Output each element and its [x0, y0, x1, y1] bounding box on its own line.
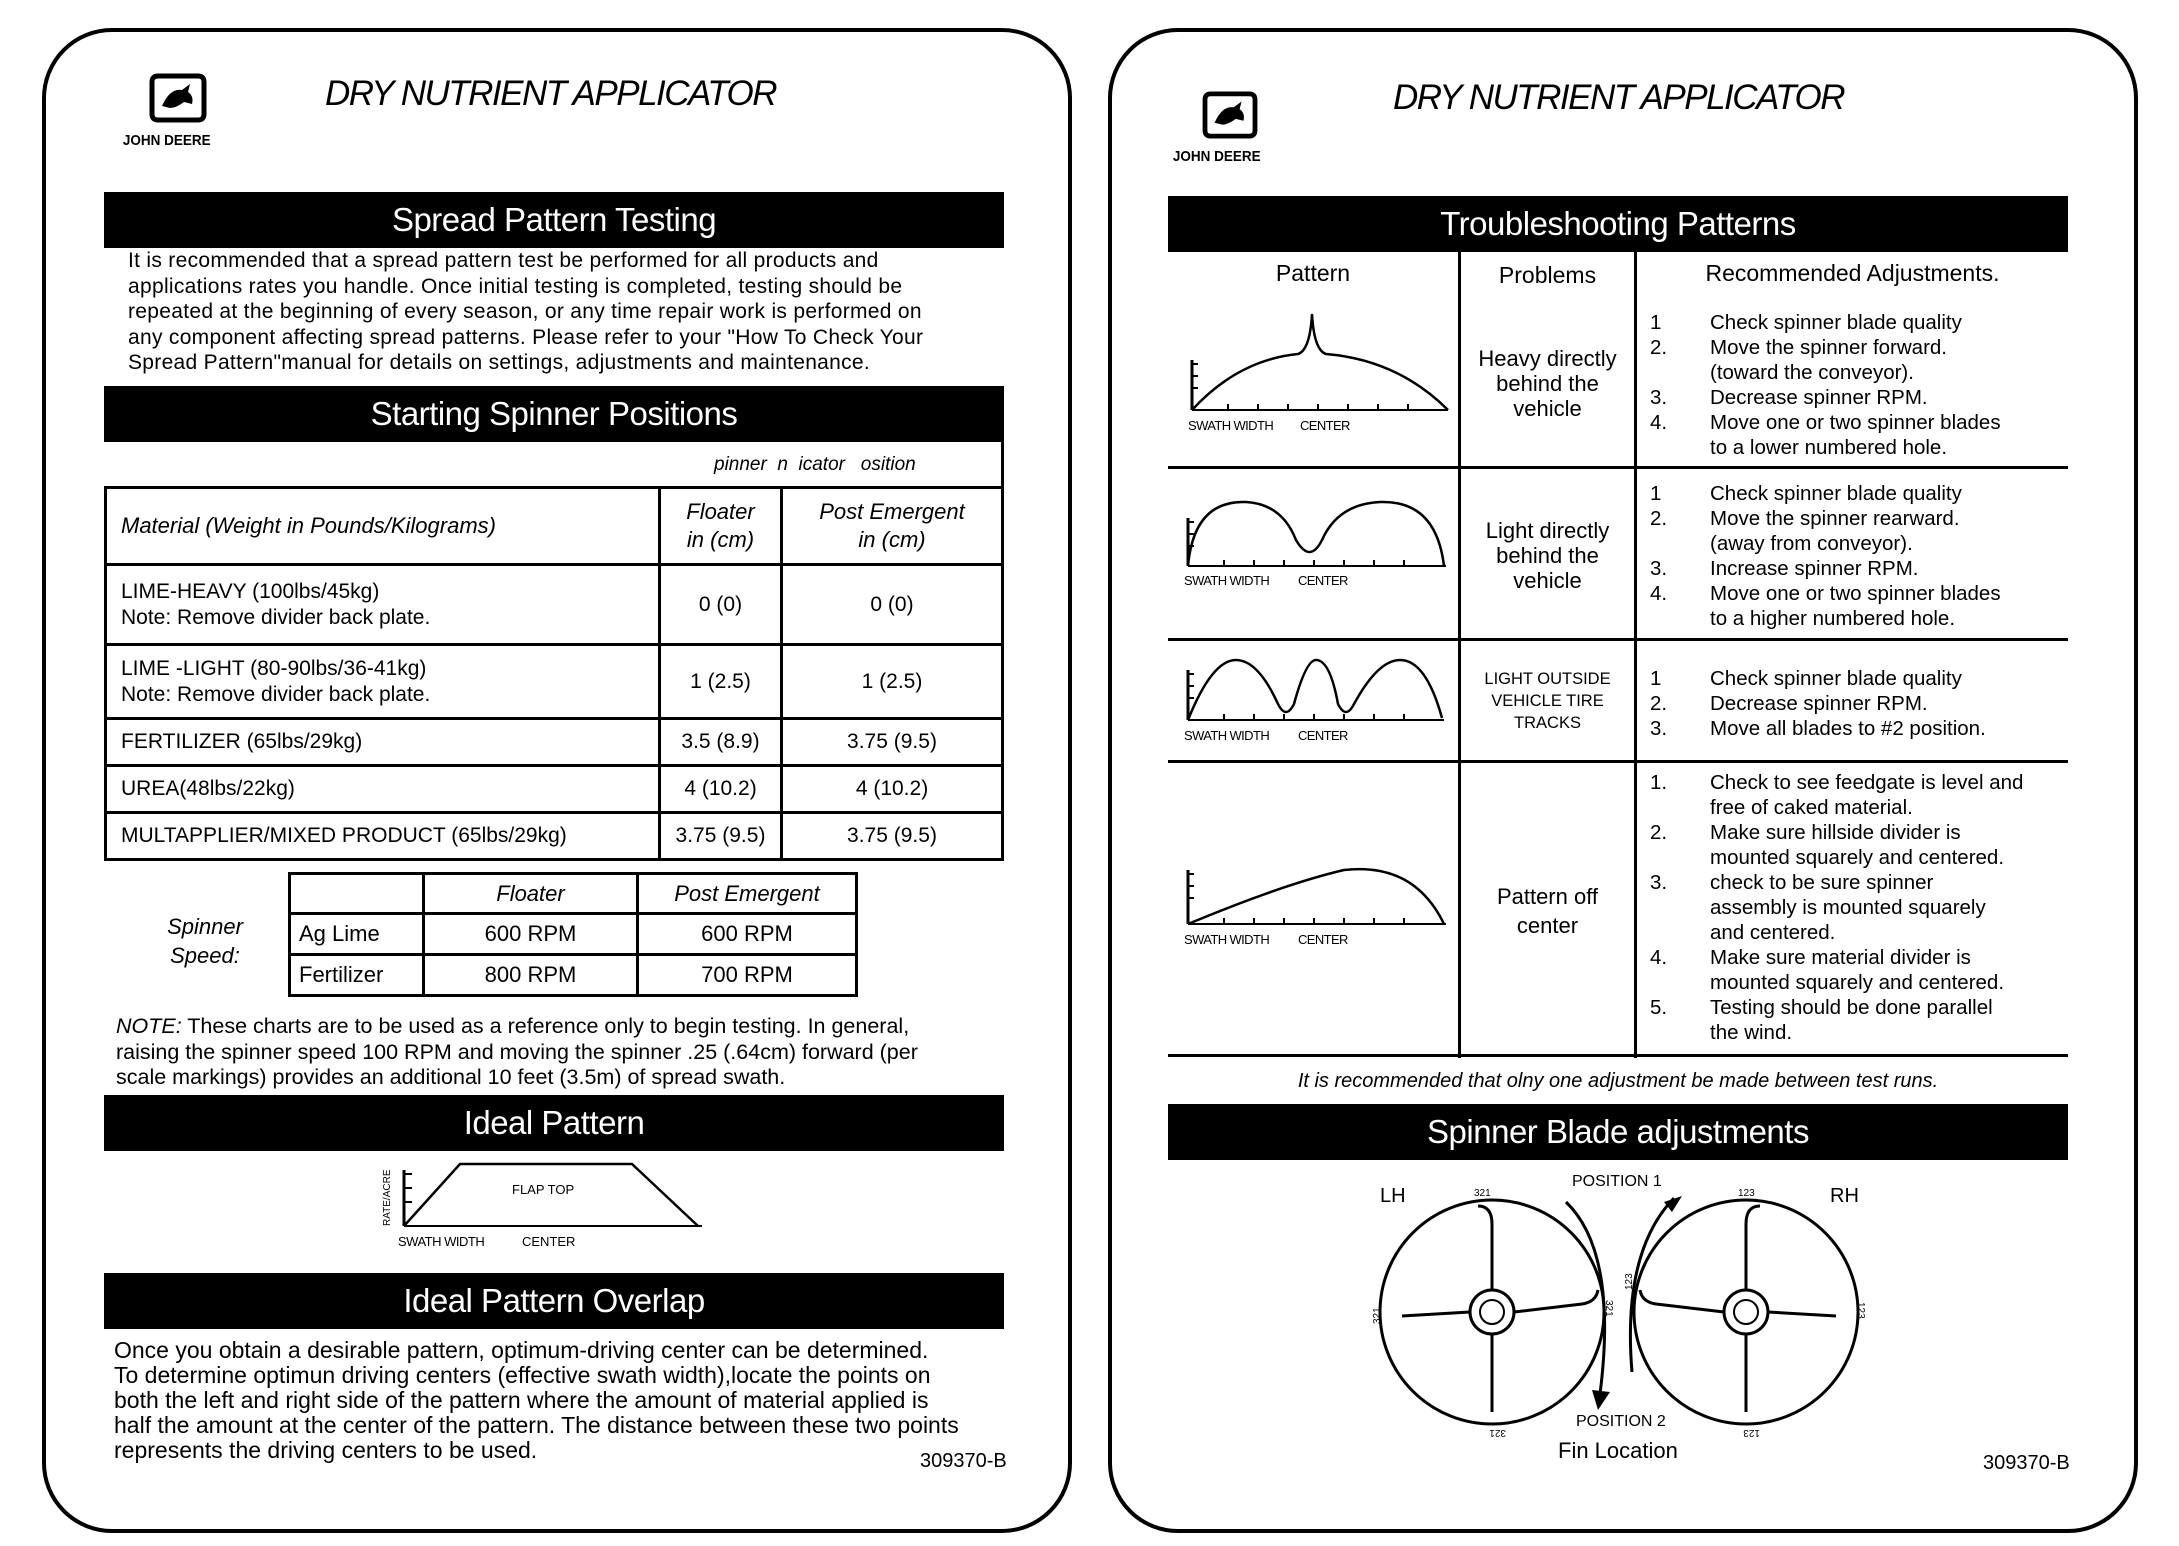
list-item [1650, 335, 2065, 360]
overlap-text [114, 1338, 1014, 1463]
overlap-line: represents the driving centers to be used. [114, 1437, 538, 1463]
ideal-top-label: FLAP TOP [512, 1182, 575, 1197]
note-line1: These charts are to be used as a reference only to begin testing. In general, [181, 1014, 910, 1038]
speed-floater-header: Floater [424, 874, 638, 914]
list-number: 4. [1650, 411, 1668, 434]
problem-line: VEHICLE TIRE [1491, 692, 1604, 710]
list-number: 1 [1650, 311, 1662, 334]
spread-line: repeated at the beginning of every season, or any time repair work is performed on [128, 300, 922, 323]
list-text: Make sure material divider is [1710, 946, 1971, 969]
floater-header-line2: in (cm) [686, 527, 755, 552]
list-item [1650, 310, 2065, 335]
lh-label: LH [1380, 1185, 1406, 1207]
spinner-indicator-subheader [104, 442, 1004, 488]
floater-cell: 3.75 (9.5) [660, 813, 782, 860]
post-header-line2: in (cm) [858, 527, 926, 552]
list-item [1650, 581, 2065, 606]
post-cell: 0 (0) [782, 565, 1003, 645]
ideal-x-label: SWATH WIDTH [398, 1234, 485, 1249]
pattern-off-center-diagram [1174, 860, 1458, 970]
heading-spread-pattern-testing: Spread Pattern Testing [104, 192, 1004, 248]
hole-numbers: 321 [1372, 1307, 1383, 1324]
list-text: and centered. [1710, 921, 1836, 944]
spinner-speed-label [150, 912, 260, 970]
material-cell [106, 565, 660, 645]
center-label: CENTER [1300, 418, 1350, 433]
list-text: (away from conveyor). [1710, 532, 1913, 555]
logo-wordmark: JOHN DEERE [1172, 148, 1261, 165]
problem-line: behind the [1496, 543, 1599, 568]
deer-icon [148, 72, 208, 124]
post-cell: 3.75 (9.5) [782, 719, 1003, 766]
hole-numbers: 123 [1743, 1427, 1760, 1438]
post-cell: 3.75 (9.5) [782, 813, 1003, 860]
list-text: Decrease spinner RPM. [1710, 386, 1928, 409]
problem-line: vehicle [1513, 396, 1582, 421]
page-title-right: DRY NUTRIENT APPLICATOR [1393, 78, 1845, 117]
spinner-speed-label-line2: Speed: [170, 943, 240, 968]
problem-line: Pattern off [1496, 884, 1599, 909]
list-item-continued [1650, 606, 2065, 631]
note-text [116, 1014, 1016, 1091]
adjustments-list [1650, 770, 2068, 1045]
list-text: Move one or two spinner blades [1710, 411, 2001, 434]
list-item [1650, 770, 2068, 795]
logo-wordmark: JOHN DEERE [122, 132, 211, 149]
post-header-line1: Post Emergent [819, 499, 965, 524]
speed-post-value: 600 RPM [638, 914, 857, 955]
adjustments-list [1650, 481, 2065, 631]
list-number: 3. [1650, 717, 1668, 740]
problem-line: vehicle [1513, 568, 1582, 593]
pattern-heavy-center-diagram [1178, 310, 1458, 440]
material-cell: UREA(48lbs/22kg) [106, 766, 660, 813]
problem-line: behind the [1496, 371, 1599, 396]
pattern-light-outside-diagram [1174, 642, 1458, 754]
list-number: 1 [1650, 482, 1662, 505]
problem-cell [1461, 882, 1634, 940]
spread-line: any component affecting spread patterns. Please refer to your "How To Check Your [128, 325, 924, 349]
spread-line: Spread Pattern"manual for details on settings, adjustments and maintenance. [128, 351, 871, 374]
col-post-emergent-header [782, 488, 1003, 565]
page-title-left: DRY NUTRIENT APPLICATOR [325, 74, 777, 113]
list-text: Move the spinner rearward. [1710, 507, 1960, 530]
list-item [1650, 481, 2065, 506]
list-number: 3. [1650, 386, 1668, 409]
list-number: 3. [1650, 871, 1668, 894]
list-text: Check spinner blade quality [1710, 667, 1962, 690]
list-item-continued [1650, 435, 2065, 460]
list-item [1650, 820, 2068, 845]
spinner-blade-diagram [1360, 1162, 1880, 1482]
john-deere-logo-right [1172, 90, 1261, 165]
list-text: to a higher numbered hole. [1710, 607, 1956, 630]
spread-line: It is recommended that a spread pattern test be performed for all products and [128, 249, 879, 272]
hole-numbers: 321 [1489, 1427, 1506, 1438]
list-number: 1. [1650, 771, 1668, 794]
col-problems-header: Problems [1498, 262, 1597, 288]
problem-line: Light directly [1485, 518, 1610, 543]
problem-cell [1461, 518, 1634, 593]
list-item-continued [1650, 531, 2065, 556]
part-number-right: 309370-B [1983, 1452, 2070, 1474]
hole-numbers: 123 [1624, 1273, 1635, 1290]
list-number: 1 [1650, 667, 1662, 690]
heading-ideal-pattern-overlap: Ideal Pattern Overlap [104, 1273, 1004, 1329]
post-cell: 1 (2.5) [782, 645, 1003, 719]
material-name: LIME-HEAVY (100lbs/45kg) [121, 579, 380, 603]
problem-cell [1461, 346, 1634, 421]
list-text: Move the spinner forward. [1710, 336, 1948, 359]
list-number: 2. [1650, 821, 1668, 844]
list-item-continued [1650, 970, 2068, 995]
swath-label: SWATH WIDTH [1184, 728, 1270, 743]
swath-label: SWATH WIDTH [1184, 932, 1270, 947]
center-label: CENTER [1298, 728, 1348, 743]
col-material-header: Material (Weight in Pounds/Kilograms) [106, 488, 660, 565]
list-number: 5. [1650, 996, 1668, 1019]
speed-floater-value: 600 RPM [424, 914, 638, 955]
material-cell: FERTILIZER (65lbs/29kg) [106, 719, 660, 766]
material-cell [106, 645, 660, 719]
arrowhead-icon [1592, 1390, 1610, 1410]
starting-positions-table [104, 486, 1004, 861]
part-number-left: 309370-B [920, 1450, 1007, 1472]
floater-cell: 3.5 (8.9) [660, 719, 782, 766]
spread-line: applications rates you handle. Once initial testing is completed, testing should be [128, 274, 903, 298]
center-label: CENTER [1298, 573, 1348, 588]
fin-location-label: Fin Location [1558, 1438, 1678, 1463]
problem-line: TRACKS [1514, 714, 1581, 732]
list-text: Check to see feedgate is level and [1710, 771, 2024, 794]
list-text: (toward the conveyor). [1710, 361, 1914, 384]
speed-blank-header [290, 874, 424, 914]
list-item-continued [1650, 1020, 2068, 1045]
list-item-continued [1650, 920, 2068, 945]
note-line3: scale markings) provides an additional 10 feet (3.5m) of spread swath. [116, 1065, 786, 1089]
heading-troubleshooting-patterns: Troubleshooting Patterns [1168, 196, 2068, 252]
list-text: free of caked material. [1710, 796, 1913, 819]
material-note: Note: Remove divider back plate. [121, 605, 431, 629]
adjustments-list [1650, 310, 2065, 460]
list-text: Increase spinner RPM. [1710, 557, 1919, 580]
troubleshooting-table [1168, 252, 2068, 1058]
list-text: to a lower numbered hole. [1710, 436, 1948, 459]
list-item [1650, 385, 2065, 410]
spread-pattern-text [128, 248, 1008, 376]
list-text: Decrease spinner RPM. [1710, 692, 1928, 715]
ideal-center-label: CENTER [522, 1234, 576, 1249]
speed-post-header: Post Emergent [638, 874, 857, 914]
swath-label: SWATH WIDTH [1184, 573, 1270, 588]
list-text: mounted squarely and centered. [1710, 846, 2005, 869]
list-text: the wind. [1710, 1021, 1793, 1044]
floater-cell: 4 (10.2) [660, 766, 782, 813]
swath-label: SWATH WIDTH [1188, 418, 1274, 433]
floater-header-line1: Floater [686, 499, 755, 524]
overlap-line: both the left and right side of the pattern where the amount of material applied is [114, 1387, 929, 1413]
floater-cell: 0 (0) [660, 565, 782, 645]
col-floater-header [660, 488, 782, 565]
list-number: 4. [1650, 582, 1668, 605]
list-item-continued [1650, 795, 2068, 820]
post-cell: 4 (10.2) [782, 766, 1003, 813]
left-spinner-disc [1372, 1188, 1614, 1438]
table-divider [1168, 1054, 2068, 1057]
list-item [1650, 995, 2068, 1020]
hole-numbers: 123 [1855, 1302, 1866, 1319]
table-divider [1168, 638, 2068, 641]
problem-line: Heavy directly [1478, 346, 1617, 371]
rh-label: RH [1830, 1185, 1859, 1207]
floater-cell: 1 (2.5) [660, 645, 782, 719]
ideal-y-label: RATE/ACRE [382, 1169, 393, 1226]
problem-line: LIGHT OUTSIDE [1484, 670, 1611, 688]
col-adjust-header: Recommended Adjustments. [1705, 260, 2000, 286]
center-label: CENTER [1298, 932, 1348, 947]
list-item [1650, 556, 2065, 581]
rotation-arrow-left [1566, 1202, 1605, 1394]
right-spinner-disc [1624, 1188, 1866, 1438]
hole-numbers: 123 [1738, 1188, 1755, 1199]
list-item-continued [1650, 360, 2065, 385]
overlap-line: To determine optimun driving centers (effective swath width),locate the points on [114, 1362, 931, 1388]
heading-starting-spinner-positions: Starting Spinner Positions [104, 386, 1004, 442]
list-item [1650, 870, 2068, 895]
pattern-light-center-diagram [1174, 490, 1458, 600]
table-divider [1168, 760, 2068, 763]
adjustments-list [1650, 666, 2065, 741]
position-2-label: POSITION 2 [1576, 1413, 1666, 1430]
list-text: mounted squarely and centered. [1710, 971, 2005, 994]
deer-icon [1200, 90, 1260, 140]
problem-line: center [1516, 913, 1579, 938]
list-text: check to be sure spinner [1710, 871, 1934, 894]
list-text: assembly is mounted squarely [1710, 896, 1986, 919]
table-divider [1634, 252, 1637, 1058]
heading-ideal-pattern: Ideal Pattern [104, 1095, 1004, 1151]
material-note: Note: Remove divider back plate. [121, 682, 431, 706]
spinner-speed-label-line1: Spinner [167, 914, 243, 939]
list-number: 4. [1650, 946, 1668, 969]
note-line2: raising the spinner speed 100 RPM and moving the spinner .25 (.64cm) forward (per [116, 1039, 918, 1064]
spinner-speed-table [288, 872, 858, 997]
list-text: Move all blades to #2 position. [1710, 717, 1986, 740]
list-number: 2. [1650, 692, 1668, 715]
note-prefix: NOTE: [116, 1014, 182, 1038]
hole-numbers: 321 [1603, 1300, 1614, 1317]
material-name: LIME -LIGHT (80-90lbs/36-41kg) [121, 656, 427, 680]
material-cell: MULTAPPLIER/MIXED PRODUCT (65lbs/29kg) [106, 813, 660, 860]
heading-spinner-blade-adjustments: Spinner Blade adjustments [1168, 1104, 2068, 1160]
list-item [1650, 506, 2065, 531]
list-text: Check spinner blade quality [1710, 311, 1962, 334]
hole-numbers: 321 [1474, 1188, 1491, 1199]
list-item [1650, 666, 2065, 691]
list-text: Move one or two spinner blades [1710, 582, 2001, 605]
list-item [1650, 410, 2065, 435]
table-divider [1168, 466, 2068, 469]
list-item-continued [1650, 845, 2068, 870]
list-number: 2. [1650, 507, 1668, 530]
col-pattern-header: Pattern [1275, 260, 1351, 286]
list-number: 3. [1650, 557, 1668, 580]
speed-post-value: 700 RPM [638, 955, 857, 996]
list-text: Check spinner blade quality [1710, 482, 1962, 505]
position-1-label: POSITION 1 [1572, 1173, 1662, 1190]
list-item [1650, 716, 2065, 741]
overlap-line: Once you obtain a desirable pattern, optimum-driving center can be determined. [114, 1337, 929, 1363]
problem-cell [1461, 668, 1634, 734]
ideal-pattern-diagram [376, 1158, 716, 1252]
list-item [1650, 945, 2068, 970]
speed-row-name: Ag Lime [290, 914, 424, 955]
list-item [1650, 691, 2065, 716]
speed-row-name: Fertilizer [290, 955, 424, 996]
list-item-continued [1650, 895, 2068, 920]
list-text: Make sure hillside divider is [1710, 821, 1961, 844]
speed-floater-value: 800 RPM [424, 955, 638, 996]
john-deere-logo-left [122, 72, 211, 149]
adjustment-footnote: It is recommended that olny one adjustment be made between test runs. [1297, 1070, 1939, 1092]
list-text: Testing should be done parallel [1710, 996, 1993, 1019]
overlap-line: half the amount at the center of the pattern. The distance between these two points [114, 1412, 959, 1438]
spinner-indicator-label: pinner n icator osition [714, 454, 916, 475]
list-number: 2. [1650, 336, 1668, 359]
